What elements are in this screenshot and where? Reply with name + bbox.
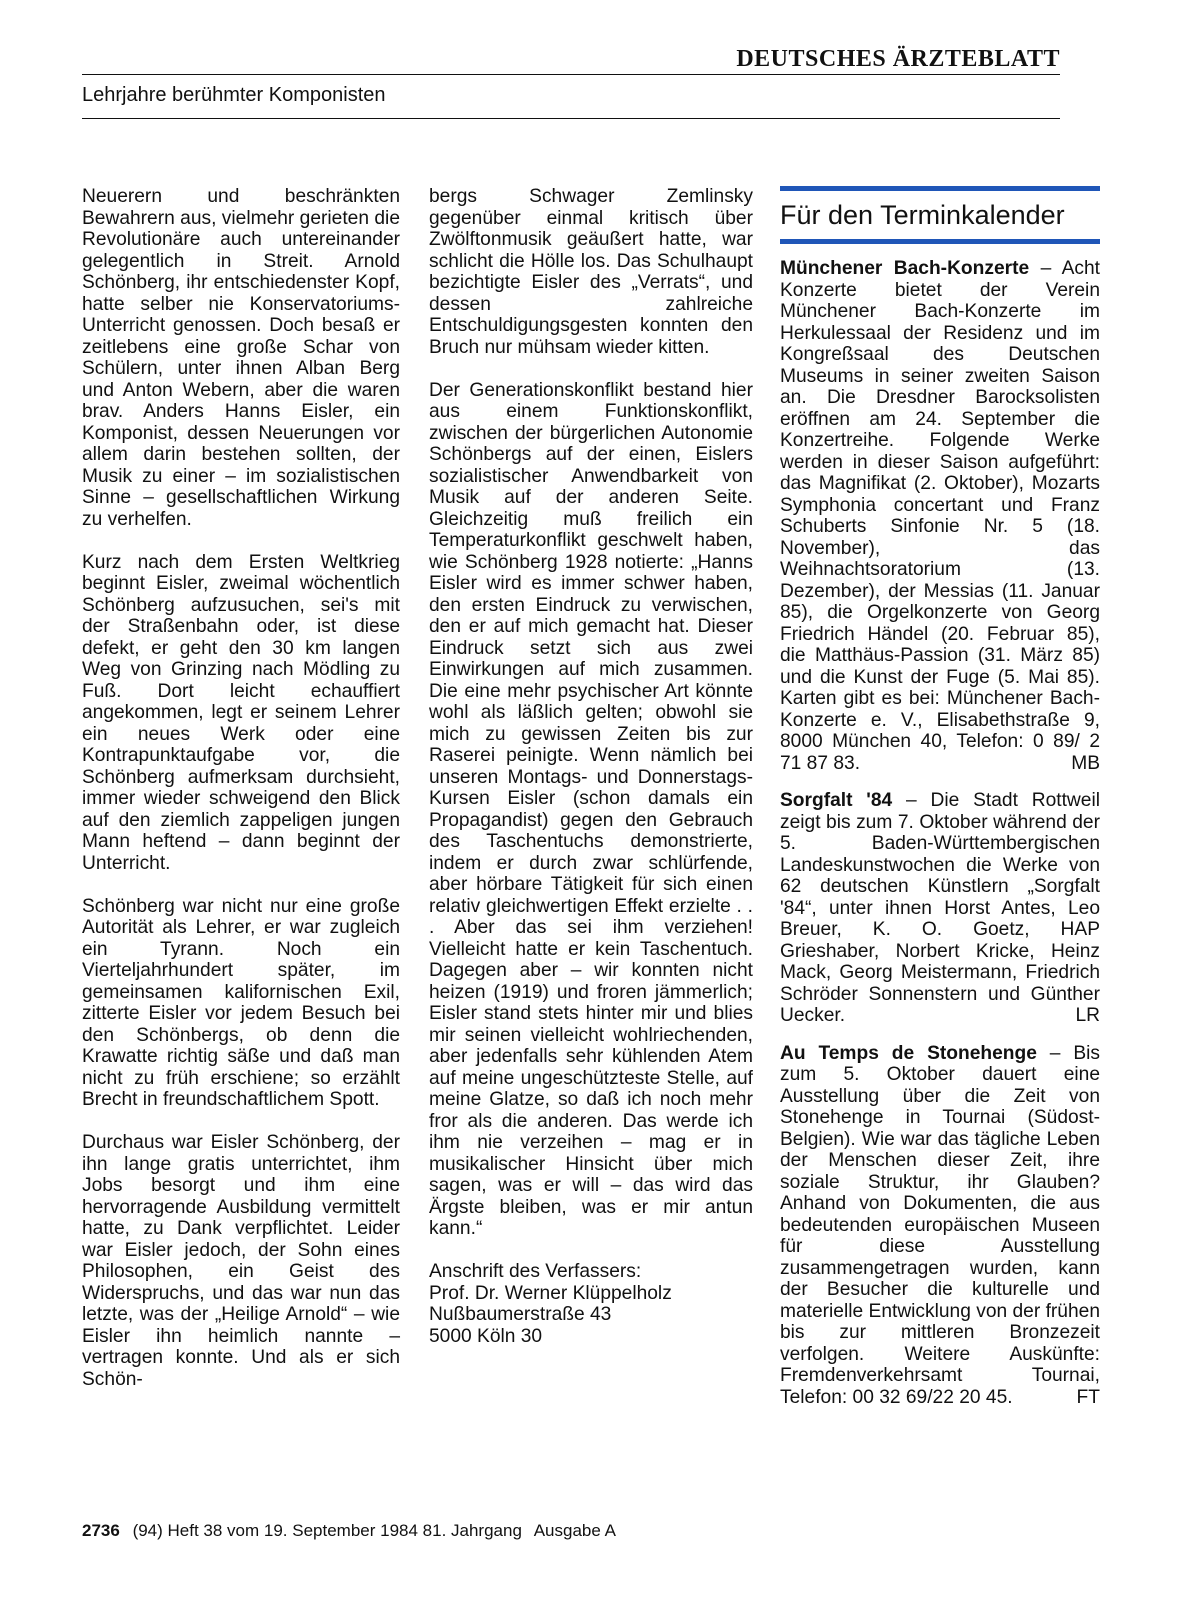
article-column-1 [82, 186, 400, 1412]
entry-signature: MB [1071, 752, 1100, 774]
paragraph: Kurz nach dem Ersten Weltkrieg beginnt Eisler, zweimal wöchentlich Schönberg aufzusuchen, sei's mit der Straßenbahn oder, ist diese defekt, er geht den 30 km langen Weg von Grinzing nach Mödling zu Fuß. Dort leicht echauffiert angekommen, legt er seinem Lehrer ein neues Werk oder eine Kontrapunktaufgabe vor, die Schönberg aufmerksam durchsieht, immer wieder schweigend den Blick auf den ziemlich zappeligen jungen Mann heftend – dann beginnt der Unterricht. [82, 551, 400, 874]
edition-label: Ausgabe A [533, 1521, 616, 1540]
paragraph: Schönberg war nicht nur eine große Autorität als Lehrer, er war zugleich ein Tyrann. Noch ein Vierteljahrhundert später, im gemeinsamen kalifornischen Exil, zitterte Eisler vor jedem Besuch bei den Schönbergs, ob denn die Krawatte richtig säße und daß man nicht zu früh erschiene; so erzählt Brecht in freundschaftlichem Spott. [82, 895, 400, 1110]
section-header [82, 84, 1060, 119]
entry-heading: Au Temps de Stonehenge [780, 1042, 1037, 1064]
author-address [429, 1261, 753, 1347]
blue-rule-bottom [780, 239, 1100, 244]
entry-signature: LR [1075, 1005, 1100, 1026]
article-column-2 [429, 186, 753, 1347]
calendar-entry [780, 790, 1100, 1027]
sidebar-title: Für den Terminkalender [780, 200, 1065, 230]
entry-heading: Sorgfalt '84 [780, 790, 893, 811]
journal-title: DEUTSCHES ÄRZTEBLATT [736, 46, 1060, 72]
paragraph: Durchaus war Eisler Schönberg, der ihn lange gratis unterrichtet, ihm Jobs besorgt und ihm eine hervorragende Ausbildung vermittelt hatte, zu Dank verpflichtet. Leider war Eisler jedoch, der Sohn eines Philosophen, ein Geist des Widerspruchs, und das war nun das letzte, was der „Heilige Arnold“ – wie Eisler ihn heimlich nannte – vertragen konnte. Und als er sich Schön- [82, 1132, 400, 1390]
address-line: Anschrift des Verfassers: [429, 1261, 642, 1282]
entry-body: – Die Stadt Rottweil zeigt bis zum 7. Oktober während der 5. Baden-Württembergischen Landeskunstwochen die Werke von 62 deutschen Künstlern „Sorgfalt '84“, unter ihnen Horst Antes, Leo Breuer, K. O. Goetz, HAP Grieshaber, Norbert Kricke, Heinz Mack, Georg Meistermann, Friedrich Schröder Sonnenstern und Günther Uecker. [780, 790, 1100, 1026]
calendar-sidebar [780, 186, 1100, 1424]
calendar-entry [780, 1043, 1100, 1409]
entry-body: – Acht Konzerte bietet der Verein Münchener Bach-Konzerte im Herkulessaal der Residenz und im Kongreßsaal des Deutschen Museums in seiner zweiten Saison an. Die Dresdner Barocksolisten eröffnen am 24. September die Konzertreihe. Folgende Werke werden in dieser Saison aufgeführt: das Magnifikat (2. Oktober), Mozarts Symphonia concertant und Franz Schuberts Sinfonie Nr. 5 (18. November), das Weihnachtsoratorium (13. Dezember), der Messias (11. Januar 85), die Orgelkonzerte von Georg Friedrich Händel (20. Februar 85), die Matthäus-Passion (31. März 85) und die Kunst der Fuge (5. Mai 85). Karten gibt es bei: Münchener Bach-Konzerte e. V., Elisabethstraße 9, 8000 München 40, Telefon: 0 89/ 2 71 87 83. [780, 258, 1101, 774]
paragraph: bergs Schwager Zemlinsky gegenüber einmal kritisch über Zwölftonmusik geäußert hatte, war schlicht die Hölle los. Das Schulhaupt bezichtigte Eisler des „Verrats“, und dessen zahlreiche Entschuldigungsgesten konnten den Bruch nur mühsam wieder kitten. [429, 186, 753, 358]
entry-heading: Münchener Bach-Konzerte [780, 258, 1030, 279]
page-footer [82, 1521, 624, 1541]
paragraph: Der Generationskonflikt bestand hier aus einem Funktionskonflikt, zwischen der bürgerlichen Autonomie Schönbergs auf der einen, Eislers sozialistischer Anwendbarkeit von Musik auf der anderen Seite. Gleichzeitig muß freilich ein Temperaturkonflikt geschwelt haben, wie Schönberg 1928 notierte: „Hanns Eisler wird es immer schwer haben, den ersten Eindruck zu verwischen, den er auf mich gemacht hat. Dieser Eindruck setzt sich aus zwei Einwirkungen auf mich zusammen. Die eine mehr psychischer Art könnte wohl als läßlich gelten; obwohl sie mich zu gewissen Zeiten bis zur Raserei peinigte. Wenn nämlich bei unseren Montags- und Donnerstags-Kursen Eisler (schon damals ein Propagandist) gegen den Gebrauch des Taschentuchs demonstrierte, indem er durch zwar schlürfende, aber hörbare Tätigkeit für sich einen relativ gleichwertigen Effekt erzielte . . . Aber das sei ihm verziehen! Vielleicht hatte er kein Taschentuch. Dagegen aber – wir konnten nicht heizen (1919) und froren jämmerlich; Eisler stand stets hinter mir und blies mir seinen vielleicht wohlriechenden, aber jedenfalls sehr kühlenden Atem auf meine ungeschützteste Stelle, auf meine Glatze, so daß ich noch mehr fror als die anderen. Das werde ich ihm nie verzeihen – mag er in musikalischer Hinsicht über mich sagen, was er will – das wird das Ärgste bleiben, was er mir antun kann.“ [429, 379, 753, 1239]
page-number: 2736 [82, 1521, 120, 1540]
address-line: Nußbaumerstraße 43 [429, 1304, 612, 1325]
calendar-entry [780, 258, 1100, 774]
entry-signature: FT [1076, 1386, 1100, 1408]
address-line: Prof. Dr. Werner Klüppelholz [429, 1282, 672, 1304]
blue-rule-top [780, 186, 1100, 191]
issue-info: (94) Heft 38 vom 19. September 1984 81. Jahrgang [132, 1521, 522, 1540]
section-title: Lehrjahre berühmter Komponisten [82, 84, 386, 106]
entry-body: – Bis zum 5. Oktober dauert eine Ausstellung über die Zeit von Stonehenge in Tournai (Südost-Belgien). Wie war das tägliche Leben der Menschen dieser Zeit, ihre soziale Struktur, ihr Glauben? Anhand von Dokumenten, die aus bedeutenden europäischen Museen für diese Ausstellung zusammengetragen wurden, kann der Besucher die kulturelle und materielle Entwicklung von der frühen bis zur mittleren Bronzezeit verfolgen. Weitere Auskünfte: Fremdenverkehrsamt Tournai, Telefon: 00 32 69/22 20 45. [780, 1042, 1100, 1408]
masthead [82, 46, 1060, 75]
paragraph: Neuerern und beschränkten Bewahrern aus, vielmehr gerieten die Revolutionäre auch untereinander gelegentlich in Streit. Arnold Schönberg, ihr entschiedenster Kopf, hatte selber nie Konservatoriums-Unterricht genossen. Doch besaß er zeitlebens eine große Schar von Schülern, unter ihnen Alban Berg und Anton Webern, aber die waren brav. Anders Hanns Eisler, ein Komponist, dessen Neuerungen vor allem darin bestehen sollten, der Musik zu einer – im sozialistischen Sinne – gesellschaftlichen Wirkung zu verhelfen. [82, 186, 400, 530]
address-line: 5000 Köln 30 [429, 1325, 543, 1347]
